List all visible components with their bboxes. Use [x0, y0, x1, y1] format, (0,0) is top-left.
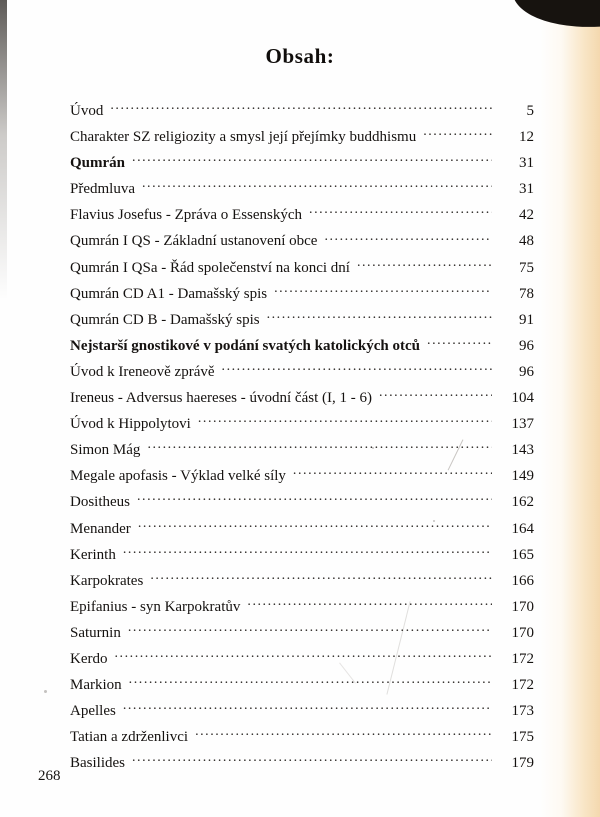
toc-entry-label: Úvod k Hippolytovi	[70, 416, 191, 433]
toc-entry[interactable]	[70, 178, 534, 204]
toc-leader-dots	[132, 152, 492, 167]
toc-entry-label: Charakter SZ religiozity a smysl její přejímky buddhismu	[70, 129, 417, 146]
toc-entry[interactable]	[70, 413, 534, 439]
toc-leader-dots	[309, 204, 492, 219]
toc-entry-page-number: 179	[511, 755, 534, 772]
toc-entry-page-number: 96	[519, 337, 534, 354]
toc-entry[interactable]	[70, 257, 534, 283]
toc-entry[interactable]	[70, 152, 534, 178]
toc-leader-dots	[293, 465, 492, 480]
toc-entry[interactable]	[70, 309, 534, 335]
scan-edge-glow	[540, 0, 600, 817]
toc-entry-page-number: 173	[511, 703, 534, 720]
toc-entry[interactable]	[70, 726, 534, 752]
toc-entry-label: Dositheus	[70, 494, 130, 511]
toc-entry[interactable]	[70, 465, 534, 491]
toc-entry[interactable]	[70, 126, 534, 152]
toc-entry[interactable]	[70, 518, 534, 544]
toc-entry-label: Kerdo	[70, 650, 108, 667]
toc-leader-dots	[128, 622, 492, 637]
toc-entry-label: Epifanius - syn Karpokratův	[70, 598, 241, 615]
toc-entry[interactable]	[70, 570, 534, 596]
toc-entry-label: Flavius Josefus - Zpráva o Essenských	[70, 207, 303, 224]
toc-entry-label: Megale apofasis - Výklad velké síly	[70, 468, 286, 485]
toc-leader-dots	[274, 283, 492, 298]
toc-entry-label: Menander	[70, 520, 131, 537]
toc-entry-label: Markion	[70, 677, 122, 694]
toc-entry-page-number: 172	[511, 677, 534, 694]
toc-leader-dots	[379, 387, 492, 402]
toc-leader-dots	[324, 230, 492, 245]
toc-leader-dots	[123, 700, 492, 715]
toc-entry[interactable]	[70, 283, 534, 309]
toc-entry-page-number: 165	[511, 546, 534, 563]
toc-leader-dots	[132, 752, 492, 767]
toc-entry[interactable]	[70, 622, 534, 648]
toc-entry[interactable]	[70, 335, 534, 361]
toc-leader-dots	[138, 518, 492, 533]
toc-entry[interactable]	[70, 544, 534, 570]
toc-entry-page-number: 48	[519, 233, 534, 250]
toc-entry-page-number: 172	[511, 650, 534, 667]
toc-entry[interactable]	[70, 230, 534, 256]
table-of-contents-list	[70, 100, 534, 778]
toc-leader-dots	[115, 648, 493, 663]
toc-entry-page-number: 75	[519, 259, 534, 276]
toc-entry-page-number: 5	[526, 103, 534, 119]
toc-leader-dots	[142, 178, 492, 193]
toc-entry-page-number: 170	[511, 624, 534, 641]
toc-entry-page-number: 149	[511, 468, 534, 485]
toc-entry[interactable]	[70, 596, 534, 622]
toc-entry-label: Úvod	[70, 103, 104, 119]
toc-entry[interactable]	[70, 361, 534, 387]
toc-entry-label: Qumrán	[70, 155, 126, 172]
toc-entry-page-number: 175	[511, 729, 534, 746]
toc-entry[interactable]	[70, 674, 534, 700]
toc-leader-dots	[247, 596, 492, 611]
toc-leader-dots	[137, 491, 492, 506]
toc-entry-label: Karpokrates	[70, 572, 144, 589]
toc-entry-label: Kerinth	[70, 546, 116, 563]
toc-leader-dots	[267, 309, 492, 324]
toc-leader-dots	[110, 100, 492, 115]
toc-entry-label: Simon Mág	[70, 442, 141, 459]
toc-entry-page-number: 96	[519, 363, 534, 380]
toc-leader-dots	[357, 257, 492, 272]
toc-entry-page-number: 104	[511, 390, 534, 407]
toc-entry-label: Qumrán I QS - Základní ustanovení obce	[70, 233, 318, 250]
toc-entry[interactable]	[70, 491, 534, 517]
toc-leader-dots	[147, 439, 492, 454]
toc-entry-page-number: 12	[519, 129, 534, 146]
toc-entry-page-number: 166	[511, 572, 534, 589]
toc-entry[interactable]	[70, 204, 534, 230]
toc-entry-label: Qumrán CD B - Damašský spis	[70, 311, 260, 328]
toc-entry-page-number: 31	[519, 155, 534, 172]
folio-page-number: 268	[38, 768, 61, 784]
toc-entry-label: Nejstarší gnostikové v podání svatých katolických otců	[70, 337, 421, 354]
toc-leader-dots	[198, 413, 492, 428]
toc-entry-page-number: 137	[511, 416, 534, 433]
toc-entry-label: Basilides	[70, 755, 125, 772]
toc-entry[interactable]	[70, 700, 534, 726]
toc-entry-page-number: 42	[519, 207, 534, 224]
toc-entry[interactable]	[70, 100, 534, 126]
scan-speck	[44, 690, 47, 693]
toc-entry-label: Saturnin	[70, 624, 121, 641]
page-title: Obsah:	[265, 44, 335, 68]
toc-entry[interactable]	[70, 439, 534, 465]
toc-entry[interactable]	[70, 752, 534, 778]
toc-entry-label: Qumrán CD A1 - Damašský spis	[70, 285, 268, 302]
toc-entry-label: Apelles	[70, 703, 116, 720]
toc-entry-label: Qumrán I QSa - Řád společenství na konci dní	[70, 259, 350, 276]
toc-leader-dots	[129, 674, 492, 689]
scan-corner-shadow	[511, 0, 600, 37]
toc-entry-label: Předmluva	[70, 181, 135, 198]
toc-leader-dots	[427, 335, 492, 350]
toc-leader-dots	[423, 126, 492, 141]
toc-entry-page-number: 170	[511, 598, 534, 615]
toc-entry-label: Tatian a zdrženlivci	[70, 729, 189, 746]
toc-entry-label: Úvod k Ireneově zprávě	[70, 363, 215, 380]
toc-entry-label: Ireneus - Adversus haereses - úvodní část (I, 1 - 6)	[70, 390, 372, 407]
toc-leader-dots	[150, 570, 492, 585]
toc-entry-page-number: 164	[511, 520, 534, 537]
toc-leader-dots	[222, 361, 492, 376]
toc-entry-page-number: 91	[519, 311, 534, 328]
toc-entry[interactable]	[70, 387, 534, 413]
toc-leader-dots	[195, 726, 492, 741]
toc-entry-page-number: 78	[519, 285, 534, 302]
toc-entry-page-number: 31	[519, 181, 534, 198]
toc-entry[interactable]	[70, 648, 534, 674]
toc-entry-page-number: 162	[511, 494, 534, 511]
toc-leader-dots	[123, 544, 492, 559]
toc-entry-page-number: 143	[511, 442, 534, 459]
